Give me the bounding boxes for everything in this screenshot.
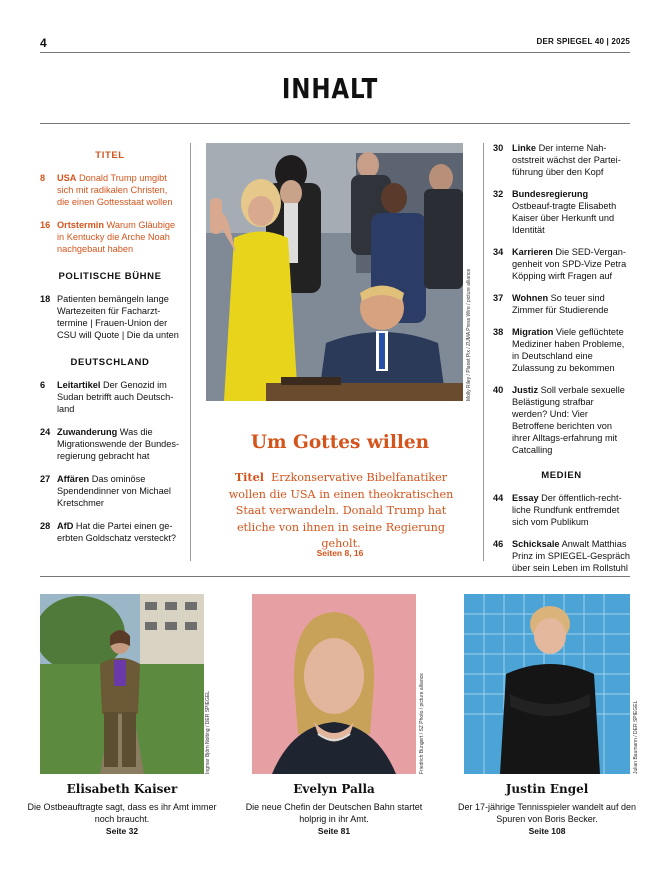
portrait-name[interactable]: Justin Engel	[505, 782, 589, 796]
toc-entry[interactable]	[493, 142, 630, 178]
toc-text: Anwalt Matthias Prinz im SPIEGEL-Gespräch über sein Leben im Rollstuhl	[512, 539, 630, 573]
toc-text: Die SED-Vergan-genheit von SPD-Vize Petra Köpping wirft Fragen auf	[512, 247, 627, 281]
header-rule	[40, 52, 630, 53]
toc-entry[interactable]	[40, 293, 180, 341]
toc-keyword: Justiz	[512, 385, 539, 395]
section-heading-medien: MEDIEN	[541, 470, 582, 481]
photo-credit: Julian Baumann / DER SPIEGEL	[633, 700, 639, 774]
cover-photo[interactable]	[206, 143, 463, 401]
issue-label: DER SPIEGEL 40 | 2025	[536, 37, 630, 46]
contents-left-column	[40, 150, 180, 555]
toc-keyword: AfD	[57, 521, 74, 531]
toc-page-number: 34	[493, 247, 504, 257]
portrait-illustration	[252, 594, 416, 774]
toc-page-number: 28	[40, 521, 51, 531]
toc-page-number: 46	[493, 539, 504, 549]
cover-photo-illustration	[206, 143, 463, 401]
toc-text: Soll verbale sexuelle Belästigung strafbar werden? Und: Vier Betroffene berichten von ihrer Alltags-erfahrung mit Catcalling	[512, 385, 625, 455]
contents-right-column	[493, 142, 630, 584]
toc-keyword: Migration	[512, 327, 554, 337]
toc-keyword: Schicksale	[512, 539, 560, 549]
toc-entry[interactable]	[493, 384, 630, 456]
toc-keyword: Linke	[512, 143, 536, 153]
portrait-photo-kaiser[interactable]	[40, 594, 204, 774]
portrait-photo-palla[interactable]	[252, 594, 416, 774]
toc-keyword: Ortstermin	[57, 220, 104, 230]
column-divider-right	[483, 143, 484, 561]
toc-keyword: Karrieren	[512, 247, 553, 257]
portrait-rule	[40, 576, 630, 577]
toc-entry[interactable]	[493, 538, 630, 574]
toc-keyword: Essay	[512, 493, 539, 503]
portrait-photo-engel[interactable]	[464, 594, 630, 774]
toc-entry[interactable]	[493, 326, 630, 374]
toc-entry[interactable]	[40, 426, 180, 462]
toc-entry[interactable]	[40, 520, 180, 544]
toc-keyword: Bundesregierung	[512, 189, 589, 199]
toc-text: Warum Gläubige in Kentucky die Arche Noah nachgebaut haben	[57, 220, 176, 254]
portrait-name[interactable]: Elisabeth Kaiser	[66, 782, 178, 796]
toc-keyword: Leitartikel	[57, 380, 101, 390]
photo-credit: Friedrich Bungert / SZ Photo / picture alliance	[419, 673, 425, 774]
portrait-page[interactable]: Seite 32	[105, 826, 139, 836]
photo-credit: Molly Riley / Planet Pix / ZUMA Press Wire / picture alliance	[466, 268, 472, 401]
toc-keyword: Zuwanderung	[57, 427, 118, 437]
toc-entry[interactable]	[493, 188, 630, 236]
toc-keyword: Affären	[57, 474, 90, 484]
toc-entry[interactable]	[40, 172, 180, 208]
toc-entry[interactable]	[40, 473, 180, 509]
toc-page-number: 40	[493, 385, 504, 395]
toc-page-number: 6	[40, 380, 46, 390]
toc-page-number: 37	[493, 293, 504, 303]
toc-page-number: 30	[493, 143, 504, 153]
cover-pages[interactable]: Seiten 8, 16	[316, 548, 364, 558]
page-number: 4	[40, 36, 47, 50]
toc-text: Ostbeauf-tragte Elisabeth Kaiser über Herkunft und Identität	[512, 201, 617, 235]
toc-text: Der öffentlich-recht-liche Rundfunk entfremdet sich vom Publikum	[512, 493, 622, 527]
toc-page-number: 38	[493, 327, 504, 337]
toc-page-number: 27	[40, 474, 51, 484]
portrait-page[interactable]: Seite 81	[317, 826, 351, 836]
toc-text: Hat die Partei einen ge-erbten Goldschatz versteckt?	[57, 521, 176, 543]
toc-text: Der interne Nah-oststreit wächst der Partei-führung über den Kopf	[512, 143, 621, 177]
toc-page-number: 18	[40, 294, 51, 304]
portrait-illustration	[40, 594, 204, 774]
cover-lead-text: Erzkonservative Bibelfanatiker wollen die USA in einen theokratischen Staat verwandeln. Donald Trump hat etliche von ihnen in seine Regierung geholt.	[228, 471, 454, 550]
toc-entry[interactable]	[493, 292, 630, 316]
toc-page-number: 44	[493, 493, 504, 503]
toc-page-number: 24	[40, 427, 51, 437]
toc-text: Donald Trump umgibt sich mit radikalen Christen, die einen Gottesstaat wollen	[57, 173, 173, 207]
toc-page-number: 16	[40, 220, 51, 230]
toc-text: Der Genozid im Sudan betrifft auch Deutsch-land	[57, 380, 174, 414]
photo-credit: Ingmar Björn Nolting / DER SPIEGEL	[205, 690, 211, 774]
toc-text: Viele geflüchtete Mediziner haben Probleme, in Deutschland eine Zulassung zu bekommen	[512, 327, 625, 373]
cover-lead	[216, 469, 466, 553]
portrait-page[interactable]: Seite 108	[528, 826, 566, 836]
toc-text: Das ominöse Spendendinner von Michael Kretschmer	[57, 474, 171, 508]
section-heading-titel: TITEL	[95, 150, 125, 161]
column-divider-left	[190, 143, 191, 561]
toc-page-number: 8	[40, 173, 46, 183]
toc-text: Patienten bemängeln lange Wartezeiten für Facharzt-termine | Frauen-Union der CSU will Quote | Die da unten	[57, 294, 179, 340]
toc-keyword: Wohnen	[512, 293, 549, 303]
portrait-description: Der 17-jährige Tennisspieler wandelt auf den Spuren von Boris Becker.	[458, 802, 636, 824]
toc-entry[interactable]	[493, 492, 630, 528]
portrait-name[interactable]: Evelyn Palla	[293, 782, 375, 796]
portrait-description: Die neue Chefin der Deutschen Bahn startet holprig in ihr Amt.	[245, 802, 423, 824]
toc-keyword: USA	[57, 173, 77, 183]
portrait-illustration	[464, 594, 630, 774]
toc-entry[interactable]	[493, 246, 630, 282]
toc-entry[interactable]	[40, 219, 180, 255]
page-title: INHALT	[281, 72, 379, 105]
toc-page-number: 32	[493, 189, 504, 199]
section-heading-deutschland: DEUTSCHLAND	[70, 357, 150, 368]
toc-text: So teuer sind Zimmer für Studierende	[512, 293, 609, 315]
cover-headline[interactable]: Um Gottes willen	[250, 432, 430, 453]
portrait-description: Die Ostbeauftragte sagt, dass es ihr Amt immer noch braucht.	[27, 802, 217, 824]
cover-lead-keyword: Titel	[234, 470, 264, 484]
toc-text: Was die Migrationswende der Bundes-regierung gebracht hat	[57, 427, 180, 461]
page-header	[40, 36, 630, 50]
toc-entry[interactable]	[40, 379, 180, 415]
section-heading-politische-buehne: POLITISCHE BÜHNE	[58, 271, 162, 282]
title-rule	[40, 123, 630, 124]
